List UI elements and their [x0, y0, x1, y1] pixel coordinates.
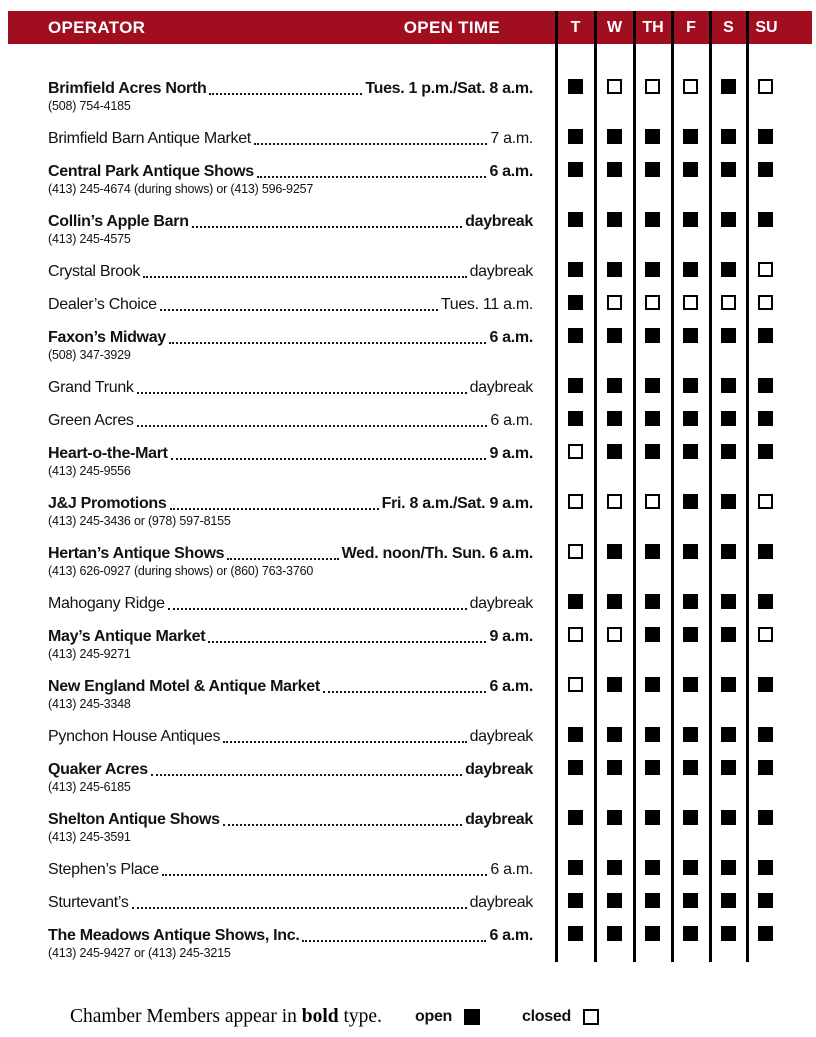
day-checkbox-w: [607, 860, 622, 875]
day-checkbox-su: [758, 860, 773, 875]
operator-name: Grand Trunk: [48, 379, 134, 396]
open-time-value: 6 a.m.: [490, 412, 533, 429]
day-checkbox-w: [607, 677, 622, 692]
table-row: [0, 377, 816, 397]
day-checkbox-th: [645, 494, 660, 509]
day-checkbox-th: [645, 677, 660, 692]
table-row: [0, 128, 816, 148]
day-checkbox-t: [568, 860, 583, 875]
operator-phone: (413) 245-4575: [48, 232, 131, 246]
operator-name: Sturtevant’s: [48, 894, 129, 911]
day-checkbox-s: [721, 378, 736, 393]
operator-name: New England Motel & Antique Market: [48, 678, 320, 695]
operator-name: Brimfield Acres North: [48, 80, 207, 97]
table-row: [0, 925, 816, 962]
operator-name: Shelton Antique Shows: [48, 811, 220, 828]
day-checkbox-w: [607, 727, 622, 742]
day-checkbox-f: [683, 129, 698, 144]
day-checkbox-th: [645, 328, 660, 343]
day-checkbox-s: [721, 627, 736, 642]
day-checkbox-t: [568, 926, 583, 941]
table-row: [0, 543, 816, 580]
open-time-value: daybreak: [465, 811, 533, 828]
day-checkbox-th: [645, 411, 660, 426]
day-checkbox-su: [758, 544, 773, 559]
day-checkbox-w: [607, 494, 622, 509]
operator-name: Crystal Brook: [48, 263, 141, 280]
note-prefix: Chamber Members appear in: [70, 1006, 302, 1027]
day-checkbox-th: [645, 162, 660, 177]
open-time-value: daybreak: [469, 379, 533, 396]
day-checkbox-f: [683, 328, 698, 343]
open-time-value: Tues. 1 p.m./Sat. 8 a.m.: [365, 80, 533, 97]
day-checkbox-th: [645, 760, 660, 775]
day-checkbox-f: [683, 926, 698, 941]
table-row: [0, 759, 816, 796]
day-checkbox-su: [758, 893, 773, 908]
table-row: [0, 443, 816, 480]
table-row: [0, 626, 816, 663]
day-checkbox-su: [758, 760, 773, 775]
table-row: [0, 261, 816, 281]
day-checkbox-t: [568, 444, 583, 459]
day-checkbox-su: [758, 677, 773, 692]
open-time-value: Fri. 8 a.m./Sat. 9 a.m.: [381, 495, 533, 512]
day-checkbox-s: [721, 411, 736, 426]
operator-name: Central Park Antique Shows: [48, 163, 254, 180]
day-checkbox-w: [607, 328, 622, 343]
day-checkbox-su: [758, 926, 773, 941]
operator-name: Faxon’s Midway: [48, 329, 166, 346]
open-time-value: daybreak: [469, 894, 533, 911]
table-header-bar: [8, 11, 812, 44]
legend-open-square-icon: [464, 1009, 480, 1025]
day-checkbox-w: [607, 627, 622, 642]
day-checkbox-f: [683, 378, 698, 393]
day-checkbox-su: [758, 411, 773, 426]
day-checkbox-f: [683, 212, 698, 227]
day-checkbox-f: [683, 810, 698, 825]
day-checkbox-s: [721, 727, 736, 742]
day-checkbox-t: [568, 79, 583, 94]
day-checkbox-t: [568, 727, 583, 742]
day-column-header-w: W: [606, 19, 623, 36]
day-checkbox-f: [683, 411, 698, 426]
open-time-value: 6 a.m.: [489, 678, 533, 695]
day-checkbox-su: [758, 262, 773, 277]
operator-name: Brimfield Barn Antique Market: [48, 130, 251, 147]
operator-rows: [0, 43, 816, 975]
day-checkbox-th: [645, 262, 660, 277]
day-checkbox-th: [645, 444, 660, 459]
table-row: [0, 410, 816, 430]
day-checkbox-s: [721, 212, 736, 227]
operator-phone: (413) 245-3436 or (978) 597-8155: [48, 514, 231, 528]
day-checkbox-s: [721, 893, 736, 908]
day-checkbox-t: [568, 378, 583, 393]
day-checkbox-f: [683, 544, 698, 559]
day-checkbox-w: [607, 760, 622, 775]
day-checkbox-t: [568, 295, 583, 310]
operator-name: Hertan’s Antique Shows: [48, 545, 225, 562]
day-column-header-su: SU: [755, 19, 778, 36]
day-checkbox-w: [607, 378, 622, 393]
day-checkbox-f: [683, 295, 698, 310]
day-checkbox-s: [721, 295, 736, 310]
operator-name: Collin’s Apple Barn: [48, 213, 189, 230]
day-checkbox-s: [721, 594, 736, 609]
day-column-header-t: T: [570, 19, 581, 36]
day-checkbox-w: [607, 893, 622, 908]
day-checkbox-s: [721, 544, 736, 559]
open-time-value: daybreak: [469, 263, 533, 280]
day-checkbox-t: [568, 677, 583, 692]
day-checkbox-th: [645, 860, 660, 875]
operator-name: Quaker Acres: [48, 761, 148, 778]
open-time-value: 9 a.m.: [489, 628, 533, 645]
table-row: [0, 327, 816, 364]
day-checkbox-f: [683, 594, 698, 609]
day-checkbox-su: [758, 810, 773, 825]
day-checkbox-s: [721, 760, 736, 775]
operator-phone: (413) 245-3591: [48, 830, 131, 844]
day-checkbox-w: [607, 212, 622, 227]
day-checkbox-th: [645, 627, 660, 642]
day-checkbox-w: [607, 544, 622, 559]
day-checkbox-w: [607, 926, 622, 941]
operator-phone: (413) 245-9556: [48, 464, 131, 478]
open-time-value: daybreak: [469, 728, 533, 745]
open-time-value: 6 a.m.: [489, 329, 533, 346]
day-checkbox-w: [607, 594, 622, 609]
day-checkbox-t: [568, 262, 583, 277]
day-checkbox-s: [721, 444, 736, 459]
note-bold-word: bold: [301, 1006, 339, 1027]
day-checkbox-su: [758, 727, 773, 742]
day-checkbox-su: [758, 378, 773, 393]
table-row: [0, 593, 816, 613]
day-checkbox-th: [645, 727, 660, 742]
day-checkbox-s: [721, 262, 736, 277]
day-checkbox-su: [758, 295, 773, 310]
day-checkbox-s: [721, 926, 736, 941]
day-checkbox-t: [568, 494, 583, 509]
legend-closed-label: closed: [522, 1007, 571, 1025]
operator-column-header: OPERATOR: [48, 18, 146, 37]
day-checkbox-th: [645, 212, 660, 227]
day-checkbox-s: [721, 810, 736, 825]
open-time-value: Wed. noon/Th. Sun. 6 a.m.: [341, 545, 533, 562]
day-checkbox-t: [568, 893, 583, 908]
day-checkbox-w: [607, 411, 622, 426]
day-checkbox-w: [607, 295, 622, 310]
operator-name: Pynchon House Antiques: [48, 728, 221, 745]
day-checkbox-f: [683, 494, 698, 509]
day-checkbox-t: [568, 162, 583, 177]
day-checkbox-su: [758, 594, 773, 609]
day-checkbox-s: [721, 79, 736, 94]
operator-phone: (413) 245-4674 (during shows) or (413) 596-9257: [48, 182, 314, 196]
day-checkbox-s: [721, 328, 736, 343]
day-checkbox-t: [568, 594, 583, 609]
day-checkbox-th: [645, 79, 660, 94]
table-row: [0, 294, 816, 314]
operator-phone: (508) 347-3929: [48, 348, 131, 362]
day-checkbox-w: [607, 79, 622, 94]
day-checkbox-t: [568, 760, 583, 775]
open-time-value: daybreak: [465, 213, 533, 230]
table-row: [0, 726, 816, 746]
day-checkbox-s: [721, 162, 736, 177]
open-closed-legend: [415, 1008, 599, 1025]
day-checkbox-f: [683, 727, 698, 742]
day-checkbox-f: [683, 444, 698, 459]
day-checkbox-th: [645, 594, 660, 609]
table-row: [0, 676, 816, 713]
operator-name: Dealer’s Choice: [48, 296, 157, 313]
day-checkbox-th: [645, 926, 660, 941]
day-checkbox-f: [683, 677, 698, 692]
day-column-header-f: F: [686, 19, 696, 36]
operator-phone: (413) 245-3348: [48, 697, 131, 711]
legend-closed-square-icon: [583, 1009, 599, 1025]
day-checkbox-w: [607, 129, 622, 144]
open-time-value: daybreak: [469, 595, 533, 612]
legend-open-label: open: [415, 1007, 453, 1025]
operator-name: Green Acres: [48, 412, 134, 429]
operator-phone: (508) 754-4185: [48, 99, 131, 113]
table-row: [0, 859, 816, 879]
day-checkbox-w: [607, 162, 622, 177]
open-time-value: 9 a.m.: [489, 445, 533, 462]
day-checkbox-t: [568, 411, 583, 426]
day-checkbox-s: [721, 677, 736, 692]
day-checkbox-f: [683, 860, 698, 875]
day-checkbox-t: [568, 212, 583, 227]
day-checkbox-th: [645, 893, 660, 908]
day-checkbox-f: [683, 162, 698, 177]
operator-name: Mahogany Ridge: [48, 595, 165, 612]
day-checkbox-t: [568, 810, 583, 825]
table-row: [0, 493, 816, 530]
day-checkbox-su: [758, 627, 773, 642]
day-checkbox-su: [758, 328, 773, 343]
operator-name: Stephen’s Place: [48, 861, 159, 878]
operator-name: The Meadows Antique Shows, Inc.: [48, 927, 300, 944]
day-checkbox-f: [683, 79, 698, 94]
open-time-value: 6 a.m.: [490, 861, 533, 878]
day-checkbox-su: [758, 79, 773, 94]
day-checkbox-f: [683, 627, 698, 642]
day-checkbox-w: [607, 262, 622, 277]
day-checkbox-th: [645, 378, 660, 393]
table-row: [0, 211, 816, 248]
day-checkbox-su: [758, 212, 773, 227]
open-time-value: Tues. 11 a.m.: [440, 296, 533, 313]
day-column-header-s: S: [723, 19, 734, 36]
day-checkbox-f: [683, 760, 698, 775]
operator-phone: (413) 245-6185: [48, 780, 131, 794]
table-row: [0, 892, 816, 912]
day-checkbox-f: [683, 893, 698, 908]
open-time-value: 6 a.m.: [489, 927, 533, 944]
note-suffix: type.: [338, 1006, 382, 1027]
operator-name: Heart-o-the-Mart: [48, 445, 168, 462]
day-checkbox-f: [683, 262, 698, 277]
day-checkbox-w: [607, 810, 622, 825]
chamber-members-note: [70, 1006, 382, 1028]
operator-phone: (413) 245-9271: [48, 647, 131, 661]
open-time-column-header: OPEN TIME: [403, 18, 500, 37]
day-checkbox-su: [758, 162, 773, 177]
table-row: [0, 161, 816, 198]
day-checkbox-s: [721, 860, 736, 875]
day-checkbox-w: [607, 444, 622, 459]
day-checkbox-t: [568, 129, 583, 144]
day-checkbox-t: [568, 627, 583, 642]
operator-name: J&J Promotions: [48, 495, 167, 512]
day-column-header-th: TH: [642, 19, 664, 36]
operator-phone: (413) 626-0927 (during shows) or (860) 763-3760: [48, 564, 314, 578]
day-checkbox-th: [645, 295, 660, 310]
day-checkbox-su: [758, 494, 773, 509]
open-time-value: 7 a.m.: [490, 130, 533, 147]
operator-phone: (413) 245-9427 or (413) 245-3215: [48, 946, 231, 960]
day-checkbox-s: [721, 494, 736, 509]
day-checkbox-t: [568, 544, 583, 559]
day-checkbox-s: [721, 129, 736, 144]
table-row: [0, 809, 816, 846]
day-checkbox-su: [758, 444, 773, 459]
open-time-value: daybreak: [465, 761, 533, 778]
day-checkbox-th: [645, 544, 660, 559]
day-checkbox-th: [645, 129, 660, 144]
operator-name: May’s Antique Market: [48, 628, 206, 645]
table-row: [0, 78, 816, 115]
day-checkbox-su: [758, 129, 773, 144]
open-time-value: 6 a.m.: [489, 163, 533, 180]
day-checkbox-th: [645, 810, 660, 825]
day-checkbox-t: [568, 328, 583, 343]
